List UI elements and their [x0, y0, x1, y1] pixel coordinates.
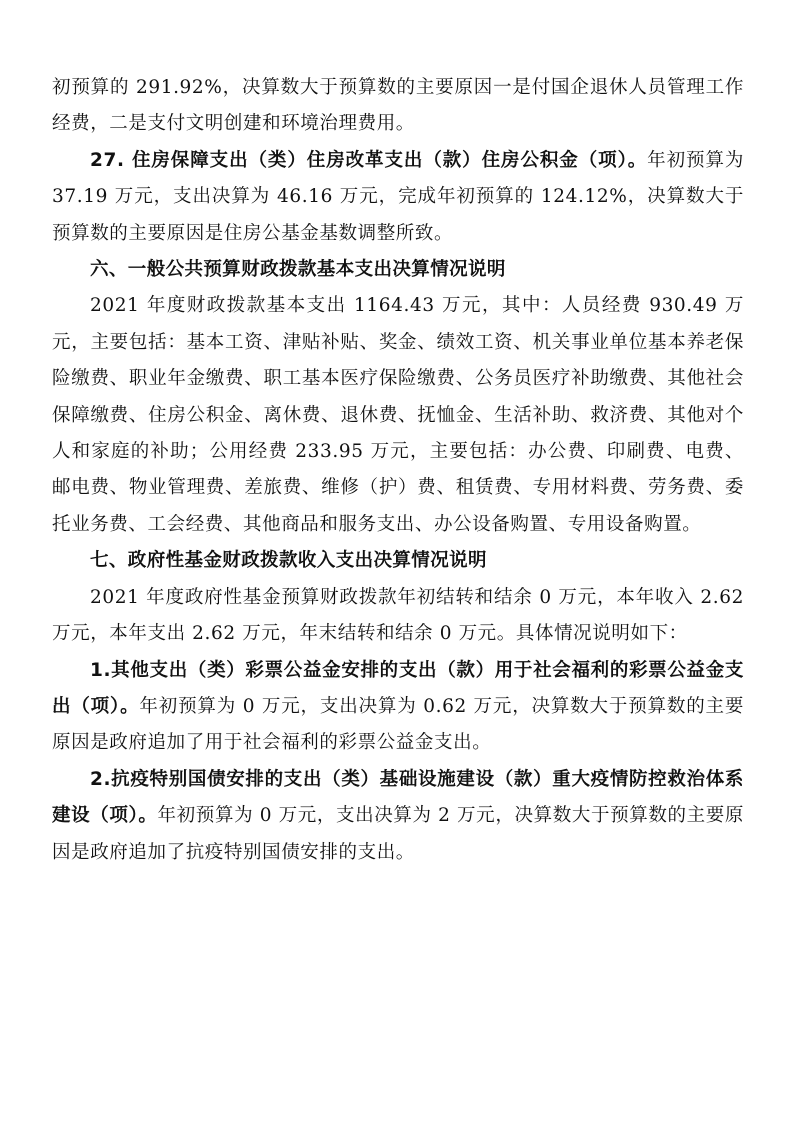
section-heading-government-fund: 七、政府性基金财政拨款收入支出决算情况说明 — [90, 550, 487, 572]
paragraph-government-fund: 2021 年度政府性基金预算财政拨款年初结转和结余 0 万元，本年收入 2.62 万元，本年支出 2.62 万元，年末结转和结余 0 万元。具体情况说明如下： — [52, 586, 744, 645]
item-text-housing-fund: 年初预算为 37.19 万元，支出决算为 46.16 万元，完成年初预算的 124.12%，决算数大于预算数的主要原因是住房公基金基数调整所致。 — [52, 149, 744, 244]
paragraph-basic-expenditure: 2021 年度财政拨款基本支出 1164.43 万元，其中：人员经费 930.49 万元，主要包括：基本工资、津贴补贴、奖金、绩效工资、机关事业单位基本养老保险缴费、职业年金缴费、职工基本医疗保险缴费、公务员医疗补助缴费、其他社会保障缴费、住房公积金、离休费、退休费、抚恤金、生活补助、救济费、其他对个人和家庭的补助；公用经费 233.95 万元，主要包括：办公费、印刷费、电费、邮电费、物业管理费、差旅费、维修（护）费、租赁费、专用材料费、劳务费、委托业务费、工会经费、其他商品和服务支出、办公设备购置、专用设备购置。 — [52, 295, 744, 535]
paragraph-continuation: 初预算的 291.92%，决算数大于预算数的主要原因一是付国企退休人员管理工作经费，二是支付文明创建和环境治理费用。 — [52, 77, 744, 135]
paragraph-lottery-fund — [52, 653, 744, 762]
document-page — [52, 70, 744, 871]
paragraph-housing-fund — [52, 143, 744, 252]
item-text-lottery-fund: 年初预算为 0 万元，支出决算为 0.62 万元，决算数大于预算数的主要原因是政府追加了用于社会福利的彩票公益金支出。 — [52, 695, 744, 754]
section-heading-basic-expenditure: 六、一般公共预算财政拨款基本支出决算情况说明 — [90, 259, 506, 281]
item-title-antiepidemic-bond: 2.抗疫特别国债安排的支出（类）基础设施建设（款）重大疫情防控救治体系建设（项）。 — [52, 768, 744, 827]
item-title-housing-fund: 27. 住房保障支出（类）住房改革支出（款）住房公积金（项）。 — [90, 149, 648, 171]
item-title-lottery-fund: 1.其他支出（类）彩票公益金安排的支出（款）用于社会福利的彩票公益金支出（项）。 — [52, 659, 744, 717]
item-text-antiepidemic-bond: 年初预算为 0 万元，支出决算为 2 万元，决算数大于预算数的主要原因是政府追加了抗疫特别国债安排的支出。 — [52, 805, 744, 863]
paragraph-antiepidemic-bond — [52, 762, 744, 871]
